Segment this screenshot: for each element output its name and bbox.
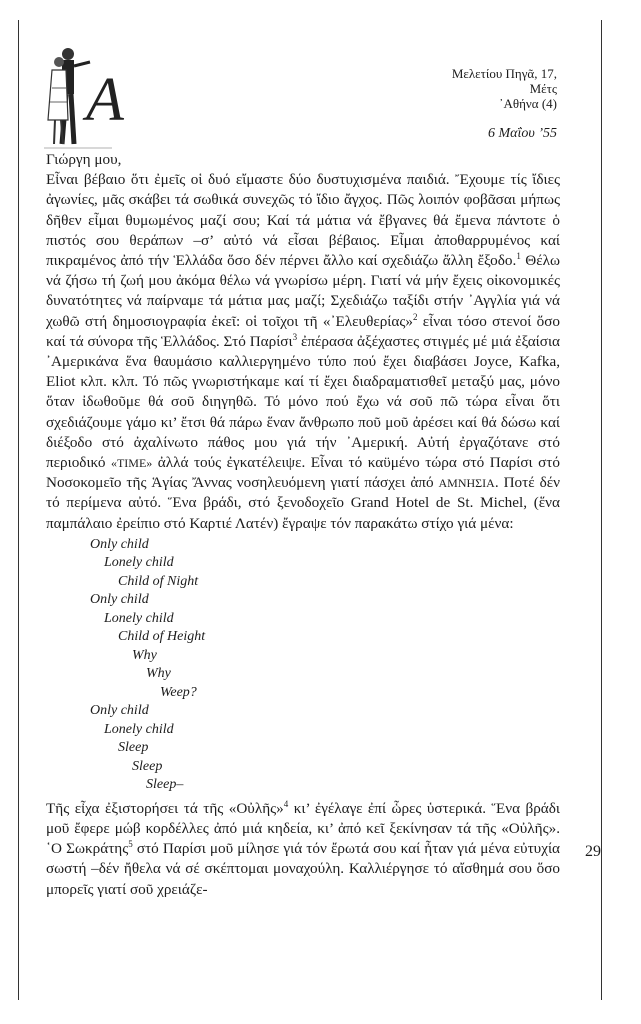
poem-line: Sleep–	[146, 777, 184, 793]
poem-line: Weep?	[160, 684, 197, 700]
salutation: Γιώργη μου,	[46, 151, 122, 168]
footnote-ref: 2	[412, 311, 418, 322]
diagnosis: ΑΜΝΗΣΙΑ	[438, 476, 495, 491]
text-run: Εἶναι βέβαιο ὅτι ἐμεῖς οἱ δυό εἴμαστε δύο δυστυχισμένα παιδιά. Ἔχουμε τίς ἴδιες ἀγωνίες, μᾶς σκάβει τά σωθικά συνεχῶς τό ἴδιο ἄγχος. Πῶς λοιπόν φοβᾶσαι μήπως δῆθεν εἶμαι θυμωμένος μαζί σου; Καί τά μάτια νά ἔβγανες θά ἔμενα πάντοτε ὁ πιστός σου θεράπων –σ’ αὐτό νά εἶσαι βέβαιος. Εἶμαι ἀποθαρρυμένος καί πικραμένος ἀπό τήν Ἑλλάδα ὅσο δέν πέρνει ἄλλο καί σχεδιάζω ἄλλη ἔξοδο.	[46, 171, 560, 270]
poem-line: Lonely child	[104, 721, 174, 737]
poem-line: Lonely child	[104, 555, 174, 571]
footnote-ref: 3	[292, 331, 298, 342]
text-run: ἐπέρασα ἀξέχαστες στιγμές μέ μιά ἐξαίσια ᾿Αμερικάνα ἕνα θαυμάσιο καλλιεργημένο τύπο πού ἔχει διαβάσει Joyce, Kafka, Eliot κλπ. κλπ. Τό πῶς γνωριστήκαμε καί τί ἔχει διαδραματισθεῖ μεταξύ μας, μόνο ὅταν ἰδωθοῦμε θά σοῦ διηγηθῶ. Τό μόνο πού ἔχω νά σοῦ πῶ τώρα εἶναι ὅτι σχεδιάζουμε γάμο κι’ ἔτσι θά πάρω ἕναν ἄνθρωπο ποῦ μοῦ ἀρέσει καί θά δώσω καί διέξοδο στό ἀχαλίνωτο πάθος μου γιά τήν ᾿Αμερική. Αὐτή ἐργαζότανε στό περιοδικό	[46, 332, 560, 472]
dropcap-illustration	[42, 40, 128, 158]
paragraph	[46, 170, 560, 534]
address-line: Μέτς	[529, 81, 557, 96]
magazine-name: «TIME»	[110, 456, 153, 471]
poem-line: Only child	[90, 703, 149, 719]
footnote-ref: 5	[128, 839, 133, 850]
text-run: . Ποτέ δέν τό περίμενα αὐτό. Ἕνα βράδι, στό ξενοδοχεῖο Grand Hotel de St. Michel, (ἕνα παμπάλαιο ἐρείπιο στό Καρτιέ Λατέν) ἔγραψε τόν παρακάτω στίχο γιά μένα:	[46, 474, 560, 532]
right-margin-rule	[601, 20, 602, 1000]
footnote-ref: 1	[516, 250, 521, 261]
text-run: στό Παρίσι μοῦ μίλησε γιά τόν ἔρωτά σου καί ἦταν γιά μένα εὐτυχία σωστή –δέν ἤθελα νά σέ σκέπτομαι μοναχούλη. Καλλιέργησε τό αἴσθημά σου ὅσο μπορεῖς γιατί σοῦ χρειάζε-	[46, 840, 560, 898]
letter-body	[46, 150, 560, 900]
poem-line: Child of Height	[118, 629, 206, 645]
paragraph	[46, 799, 560, 900]
poem-line: Why	[132, 647, 157, 663]
dancing-couple-icon	[42, 40, 128, 158]
poem-line: Sleep	[132, 758, 163, 774]
footnote-ref: 4	[283, 798, 289, 809]
text-run: Τῆς εἶχα ἐξιστορήσει τά τῆς «Οὐλῆς»	[46, 799, 284, 817]
poem-line: Lonely child	[104, 610, 174, 626]
page-number: 29	[585, 843, 601, 860]
poem-line: Sleep	[118, 740, 149, 756]
left-margin-rule	[18, 20, 19, 1000]
sender-address	[452, 66, 557, 111]
poem-line: Only child	[90, 592, 149, 608]
address-line: Μελετίου Πηγᾶ, 17,	[451, 66, 557, 81]
poem-line: Why	[146, 666, 171, 682]
poem-line: Child of Night	[118, 573, 199, 589]
text-run: εἶναι τόσο στενοί ὅσο καί τά σύνορα τῆς Ἑλλάδος. Στό Παρίσι	[46, 312, 561, 350]
text-run: ἀλλά τούς ἐγκατέλειψε. Εἶναι τό καϋμένο τώρα στό Παρίσι στό Νοσοκομεῖο τῆς Ἁγίας Ἄννας νοσηλευόμενη γιατί πάσχει ἀπό	[46, 454, 560, 492]
dropcap-letter: A	[86, 66, 124, 134]
address-line: ᾿Αθήνα (4)	[499, 96, 557, 111]
poem-line: Only child	[90, 536, 149, 552]
text-run: κι’ ἐγέλαγε ἐπί ὧρες ὑστερικά. Ἕνα βράδι μοῦ ἔφερε μώβ κορδέλλες ἀπό μιά κηδεία, κι’ ἀπό κεῖ ξεκίνησαν τά τῆς «Οὐλῆς». ῾Ο Σωκράτης	[46, 799, 561, 858]
letter-date: 6 Μαΐου ’55	[488, 126, 557, 141]
text-run: Θέλω νά ζήσω τή ζωή μου ἀκόμα θέλω νά γνωρίσω μέρη. Γιατί νά μήν ἔχεις οἰκονομικές δυνατότητες νά παίρναμε τά μάτια μας μαζί; Σχεδιάζω ταξίδι στήν ᾿Αγγλία γιά νά χωθῶ στή δημοσιογραφία ἐκεῖ: οἱ τοῖχοι τῆ «᾿Ελευθερίας»	[46, 252, 560, 330]
poem	[46, 536, 560, 795]
